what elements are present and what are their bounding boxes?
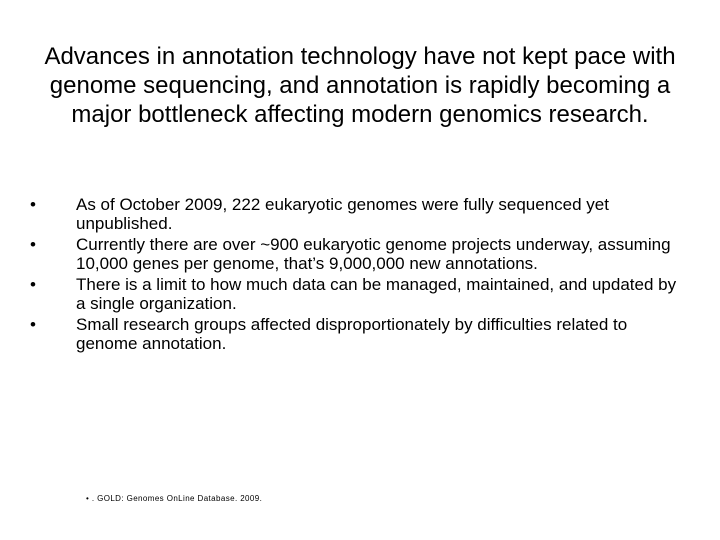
list-item [30,236,690,273]
list-item [30,276,690,313]
bullet-icon: • [30,315,36,334]
bullet-text: There is a limit to how much data can be managed, maintained, and updated by a single organization. [76,275,677,313]
list-item [30,316,690,353]
bullet-icon: • [30,235,36,254]
bullet-icon: • [30,275,36,294]
bullet-list [30,196,690,356]
list-item [30,196,690,233]
bullet-text: Currently there are over ~900 eukaryotic genome projects underway, assuming 10,000 genes per genome, that’s 9,000,000 new annotations. [76,235,671,273]
slide-title: Advances in annotation technology have not kept pace with genome sequencing, and annotation is rapidly becoming a major bottleneck affecting modern genomics research. [44,43,676,128]
bullet-text: As of October 2009, 222 eukaryotic genomes were fully sequenced yet unpublished. [76,195,609,233]
bullet-icon: • [30,195,36,214]
bullet-text: Small research groups affected disproportionately by difficulties related to genome annotation. [76,315,628,353]
footnote: • . GOLD: Genomes OnLine Database. 2009. [86,494,263,503]
